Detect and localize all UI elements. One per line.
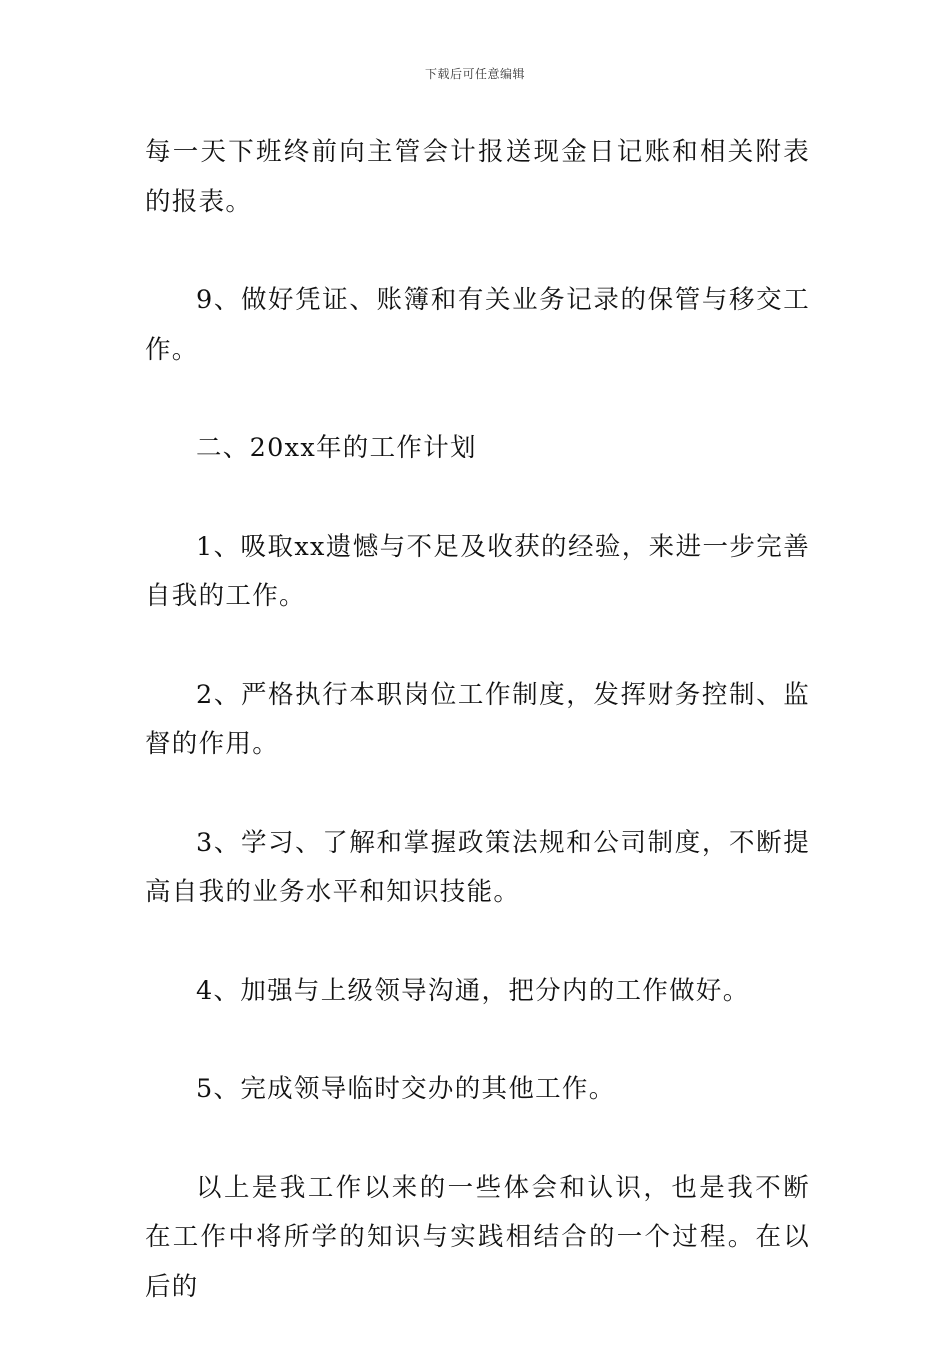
- paragraph-plan-item-4: 4、加强与上级领导沟通，把分内的工作做好。: [196, 975, 750, 1006]
- paragraph-plan-item-2: 2、严格执行本职岗位工作制度，发挥财务控制、监督的作用。: [145, 679, 810, 759]
- section-heading-work-plan: 二、20xx年的工作计划: [196, 433, 477, 463]
- paragraph-plan-item-5: 5、完成领导临时交办的其他工作。: [196, 1074, 616, 1104]
- paragraph-item-9: 9、做好凭证、账簿和有关业务记录的保管与移交工作。: [145, 285, 810, 365]
- document-body: [145, 128, 810, 1361]
- paragraph-plan-item-1: 1、吸取xx遗憾与不足及收获的经验，来进一步完善自我的工作。: [145, 531, 810, 611]
- page-header: 下载后可任意编辑: [424, 67, 525, 81]
- paragraph-plan-item-3: 3、学习、了解和掌握政策法规和公司制度，不断提高自我的业务水平和知识技能。: [145, 827, 810, 907]
- paragraph-continuation: 每一天下班终前向主管会计报送现金日记账和相关附表的报表。: [145, 137, 810, 217]
- paragraph-conclusion: 以上是我工作以来的一些体会和认识，也是我不断在工作中将所学的知识与实践相结合的一个过程。在以后的: [145, 1172, 810, 1302]
